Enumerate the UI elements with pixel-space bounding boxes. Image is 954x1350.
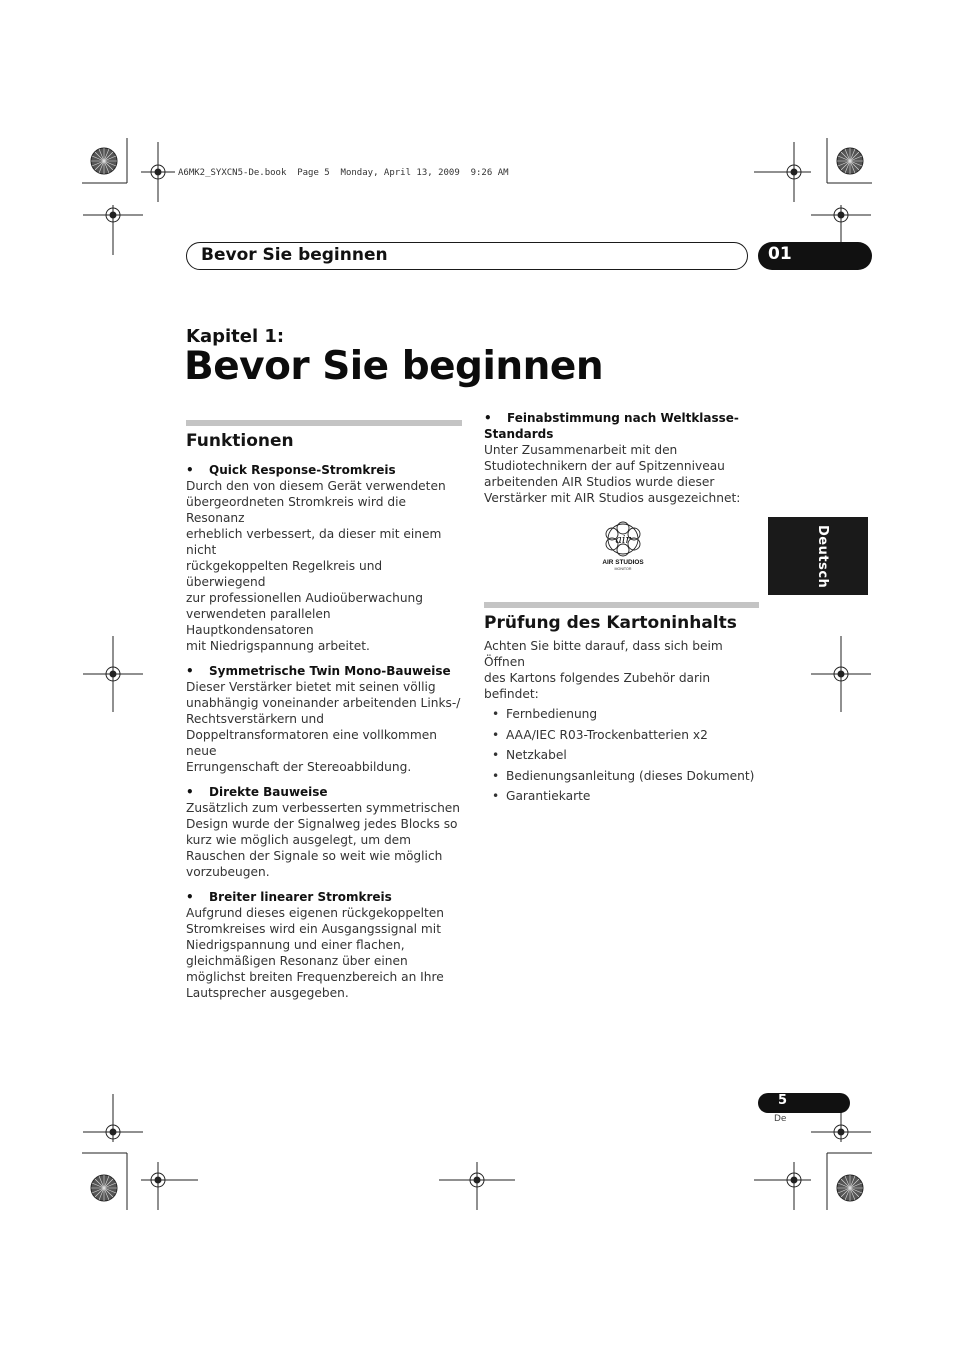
chapter-label: Kapitel 1: xyxy=(186,326,285,347)
feature-item xyxy=(186,462,462,654)
left-column xyxy=(186,420,462,1010)
list-item xyxy=(484,727,759,743)
feature-body: Aufgrund dieses eigenen rückgekoppelten Stromkreises wird ein Ausgangssignal mit Niedrigspannung und einer flachen, gleichmäßigen Resonanz über einen möglichst breiten Frequenzbereich an Ihre Lautsprecher ausgegeben. xyxy=(186,906,444,1000)
page-number-badge xyxy=(758,1093,850,1113)
page-number: 5 xyxy=(778,1093,788,1108)
list-item xyxy=(484,788,759,804)
feature-item xyxy=(484,410,759,506)
language-tab xyxy=(768,517,868,595)
air-studios-logo xyxy=(598,520,648,572)
running-header xyxy=(186,242,748,270)
feature-title: Feinabstimmung nach Weltklasse- xyxy=(507,411,739,425)
bullet: • xyxy=(492,707,500,721)
bullet: • xyxy=(492,727,500,742)
chapter-number-badge xyxy=(758,242,872,270)
rosette-mark-icon xyxy=(89,1173,119,1203)
feature-title: Direkte Bauweise xyxy=(209,785,328,799)
chapter-number: 01 xyxy=(768,244,792,264)
chapter-title: Bevor Sie beginnen xyxy=(184,344,604,389)
rosette-mark-icon xyxy=(835,1173,865,1203)
section-bar xyxy=(484,602,759,608)
list-item-text: AAA/IEC R03-Trockenbatterien x2 xyxy=(506,727,708,742)
list-item-text: Garantiekarte xyxy=(506,789,591,803)
right-column xyxy=(484,410,759,809)
list-item-text: Fernbedienung xyxy=(506,707,598,721)
feature-title: Breiter linearer Stromkreis xyxy=(209,890,392,904)
feature-item xyxy=(186,889,462,1001)
feature-item xyxy=(186,784,462,880)
bullet: • xyxy=(186,463,194,477)
feature-title-line2: Standards xyxy=(484,427,554,441)
logo-mark: air xyxy=(615,533,631,546)
logo-name: AIR STUDIOS xyxy=(602,559,644,566)
bullet: • xyxy=(484,411,492,425)
accessory-list xyxy=(484,706,759,804)
bullet: • xyxy=(186,664,194,678)
feature-item xyxy=(186,663,462,775)
section-title-funktionen: Funktionen xyxy=(186,431,294,451)
list-item-text: Netzkabel xyxy=(506,748,567,762)
bullet: • xyxy=(186,785,194,799)
file-header: A6MK2_SYXCN5-De.book Page 5 Monday, April 13, 2009 9:26 AM xyxy=(178,168,509,178)
list-item xyxy=(484,768,759,784)
logo-sub: MONITOR xyxy=(614,567,632,571)
feature-title: Symmetrische Twin Mono-Bauweise xyxy=(209,664,451,678)
rosette-mark-icon xyxy=(835,146,865,176)
language-tab-label: Deutsch xyxy=(815,525,830,589)
pruefung-intro: Achten Sie bitte darauf, dass sich beim Öffnen des Kartons folgendes Zubehör darin befindet: xyxy=(484,639,723,701)
feature-title: Quick Response-Stromkreis xyxy=(209,463,396,477)
feature-body: Durch den von diesem Gerät verwendeten übergeordneten Stromkreis wird die Resonanz erheblich verbessert, da dieser mit einem nicht rückgekoppelten Regelkreis und überwiegend zur professionellen Audioüberwachung verwendeten parallelen Hauptkondensatoren mit Niedrigspannung arbeitet. xyxy=(186,479,446,653)
bullet: • xyxy=(492,748,500,762)
bullet: • xyxy=(186,890,194,904)
bullet: • xyxy=(492,789,500,803)
feature-body: Zusätzlich zum verbesserten symmetrischen Design wurde der Signalweg jedes Blocks so kurz wie möglich ausgelegt, um dem Rauschen der Signale so weit wie möglich vorzubeugen. xyxy=(186,801,461,879)
feature-body: Dieser Verstärker bietet mit seinen völlig unabhängig voneinander arbeitenden Links-/ Rechtsverstärkern und Doppeltransformatoren eine vollkommen neue Errungenschaft der Stereoabbildung. xyxy=(186,680,461,774)
feature-body: Unter Zusammenarbeit mit den Studiotechnikern der auf Spitzenniveau arbeitenden AIR Studios wurde dieser Verstärker mit AIR Studios ausgezeichnet: xyxy=(484,443,741,505)
header-title: Bevor Sie beginnen xyxy=(201,245,388,265)
page-language: De xyxy=(774,1114,787,1124)
bullet: • xyxy=(492,768,500,783)
section-title-pruefung: Prüfung des Kartoninhalts xyxy=(484,613,737,633)
rosette-mark-icon xyxy=(89,146,119,176)
list-item xyxy=(484,747,759,763)
section-bar xyxy=(186,420,462,426)
list-item xyxy=(484,706,759,722)
list-item-text: Bedienungsanleitung (dieses Dokument) xyxy=(506,768,755,783)
